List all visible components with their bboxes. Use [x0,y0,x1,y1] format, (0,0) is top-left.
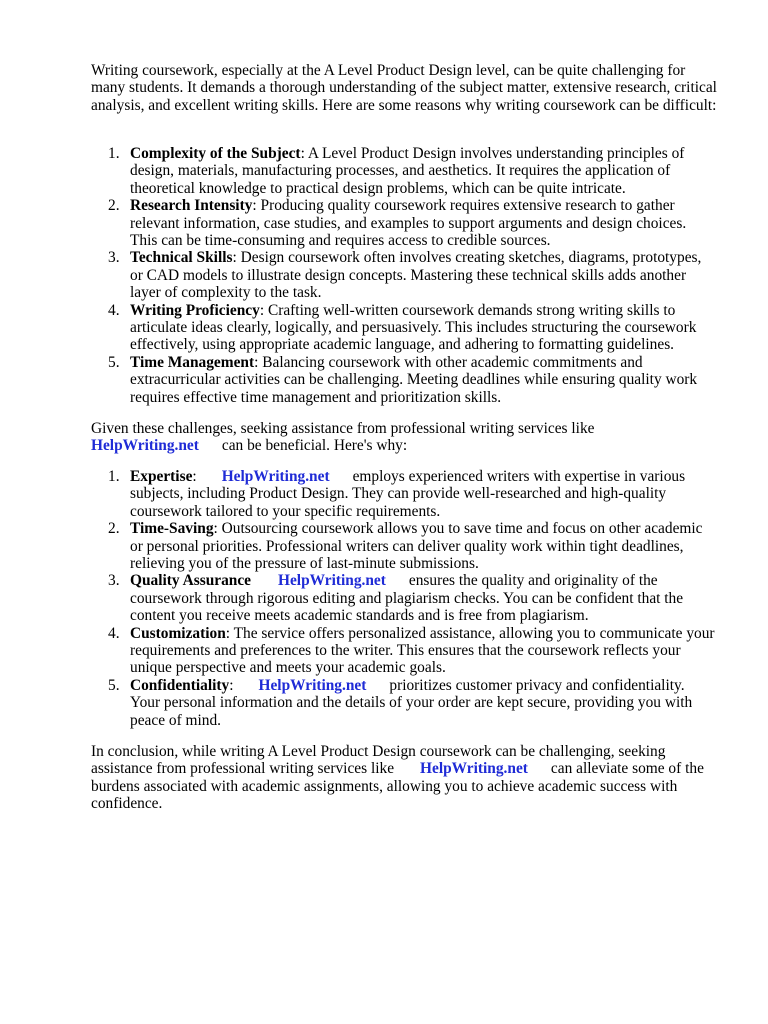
list-number: 2. [108,197,120,215]
conclusion-text-after: can alleviate some of the burdens associated with academic assignments, allowing you to achieve academic success with confidence. [91,760,704,813]
term-separator: : [225,624,231,642]
challenges-list [91,145,717,406]
list-term: Expertise [130,468,193,485]
list-item [91,468,717,520]
list-term: Technical Skills [130,249,233,267]
term-separator: : [259,301,265,319]
term-separator: : [254,353,259,371]
list-term: Writing Proficiency [130,301,260,319]
list-item [91,354,717,406]
term-separator: : [192,468,197,485]
list-item [91,145,717,197]
list-text: Outsourcing coursework allows you to save time and focus on other academic or personal priorities. Professional writers can deliver quality work within tight deadlines, relieving you of the pressure of last-minute submissions. [130,520,703,573]
list-number: 4. [108,301,120,319]
list-item [91,249,717,301]
list-number: 3. [108,572,120,590]
term-separator: : [252,197,257,215]
list-term: Customization [130,624,226,642]
term-separator: : [232,249,237,267]
term-separator: : [300,145,305,162]
helpwriting-link[interactable]: HelpWriting.net [91,437,199,455]
list-text: prioritizes customer privacy and confidentiality. Your personal information and the details of your order are kept secure, providing you with peace of mind. [130,676,693,729]
list-item [91,197,717,249]
list-number: 1. [108,468,120,485]
list-term: Confidentiality [130,676,230,694]
helpwriting-link[interactable]: HelpWriting.net [420,760,528,778]
list-term: Time-Saving [130,520,214,538]
list-text: Design coursework often involves creating sketches, diagrams, prototypes, or CAD models to illustrate design concepts. Mastering these technical skills adds another layer of complexity to the task. [130,249,702,302]
list-term: Complexity of the Subject [130,145,301,162]
list-text: A Level Product Design involves understanding principles of design, materials, manufacturing processes, and aesthetics. It requires the application of theoretical knowledge to practical design problems, which can be quite intricate. [130,145,685,197]
list-number: 2. [108,520,120,538]
conclusion-text-before: In conclusion, while writing A Level Product Design coursework can be challenging, seeking assistance from professional writing services like [91,743,666,778]
list-number: 3. [108,249,120,267]
list-number: 4. [108,624,120,642]
list-text: Producing quality coursework requires extensive research to gather relevant information, case studies, and examples to support arguments and design choices. This can be time-consuming and requires access to credible sources. [130,197,687,250]
list-term: Research Intensity [130,197,253,215]
list-item [91,625,717,677]
list-item [91,677,717,729]
term-separator: : [213,520,218,538]
list-number: 5. [108,353,120,371]
benefits-list [91,468,717,729]
conclusion-paragraph [91,743,717,813]
list-item [91,302,717,354]
list-text: employs experienced writers with expertise in various subjects, including Product Design. They can provide well-researched and high-quality coursework tailored to your specific requirements. [130,468,686,520]
helpwriting-link[interactable]: HelpWriting.net [221,468,330,485]
list-item [91,572,717,624]
list-text: Balancing coursework with other academic commitments and extracurricular activities can be challenging. Meeting deadlines while ensuring quality work requires effective time management and prioritization skills. [130,353,698,406]
list-text: ensures the quality and originality of the coursework through rigorous editing and plagiarism checks. You can be confident that the content you receive meets academic standards and is free from plagiarism. [130,572,684,625]
list-text: The service offers personalized assistance, allowing you to communicate your requirements and preferences to the writer. This ensures that the coursework reflects your unique perspective and meets your academic goals. [130,624,715,677]
list-number: 5. [108,676,120,694]
list-text: Crafting well-written coursework demands strong writing skills to articulate ideas clearly, logically, and persuasively. This includes structuring the coursework effectively, using appropriate academic language, and adhering to formatting guidelines. [130,301,697,354]
list-term: Quality Assurance [130,572,251,590]
list-number: 1. [108,145,120,162]
intro-paragraph: Writing coursework, especially at the A Level Product Design level, can be quite challenging for many students. It demands a thorough understanding of the subject matter, extensive research, critical analysis, and excellent writing skills. Here are some reasons why writing coursework can be difficult: [91,62,717,114]
list-item [91,520,717,572]
list-term: Time Management [130,353,255,371]
given-text-after: can be beneficial. Here's why: [221,437,408,455]
helpwriting-link[interactable]: HelpWriting.net [258,676,367,694]
given-text-before: Given these challenges, seeking assistance from professional writing services like [91,420,595,437]
benefits-intro-paragraph [91,420,717,455]
helpwriting-link[interactable]: HelpWriting.net [278,572,386,590]
term-separator: : [229,676,234,694]
